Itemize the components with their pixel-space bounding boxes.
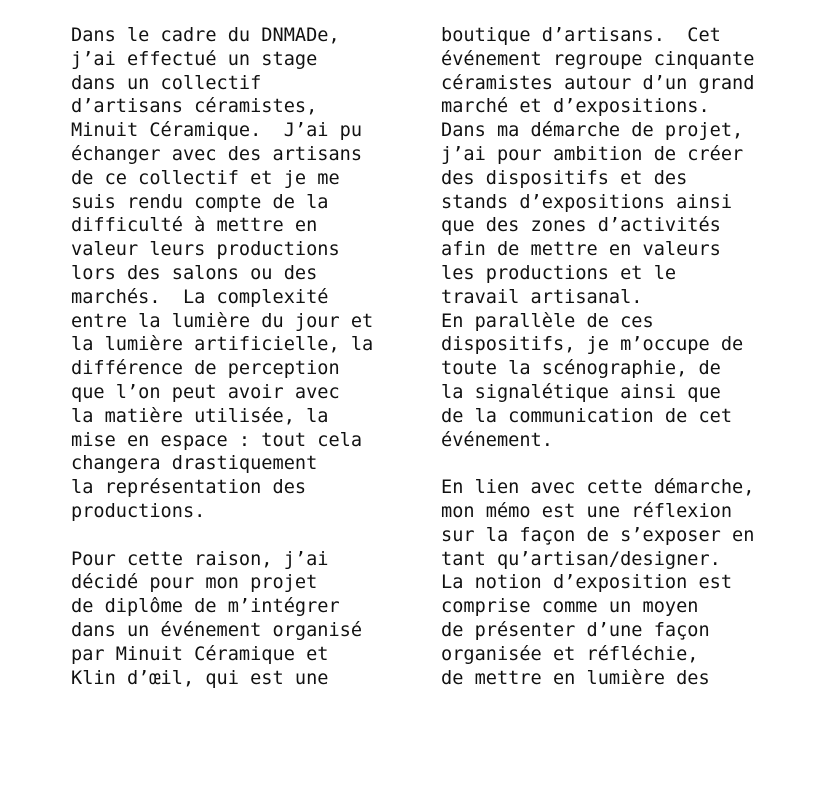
right-text-column [441, 24, 831, 690]
paragraph-gap [71, 524, 431, 548]
left-paragraph-1: Dans le cadre du DNMADe, j’ai effectué un stage dans un collectif d’artisans céramistes, Minuit Céramique. J’ai pu échanger avec des artisans de ce collectif et je me suis rendu compte de la difficulté à mettre en valeur leurs productions lors des salons ou des marchés. La complexité entre la lumière du jour et la lumière artificielle, la différence de perception que l’on peut avoir avec la matière utilisée, la mise en espace : tout cela changera drastiquement la représentation des productions. [71, 25, 374, 522]
left-paragraph-2: Pour cette raison, j’ai décidé pour mon projet de diplôme de m’intégrer dans un événement organisé par Minuit Céramique et Klin d’œil, qui est une [71, 548, 363, 689]
right-paragraph-2: En lien avec cette démarche, mon mémo est une réflexion sur la façon de s’exposer en tant qu’artisan/designer. La notion d’exposition est comprise comme un moyen de présenter d’une façon organisée et réfléchie, de mettre en lumière des [441, 477, 755, 689]
paragraph-gap [441, 452, 831, 476]
left-text-column [71, 24, 431, 690]
right-paragraph-1: boutique d’artisans. Cet événement regroupe cinquante céramistes autour d’un grand marché et d’expositions. Dans ma démarche de projet, j’ai pour ambition de créer des dispositifs et des stands d’expositions ainsi que des zones d’activités afin de mettre en valeurs les productions et le travail artisanal. En parallèle de ces dispositifs, je m’occupe de toute la scénographie, de la signalétique ainsi que de la communication de cet événement. [441, 25, 755, 451]
